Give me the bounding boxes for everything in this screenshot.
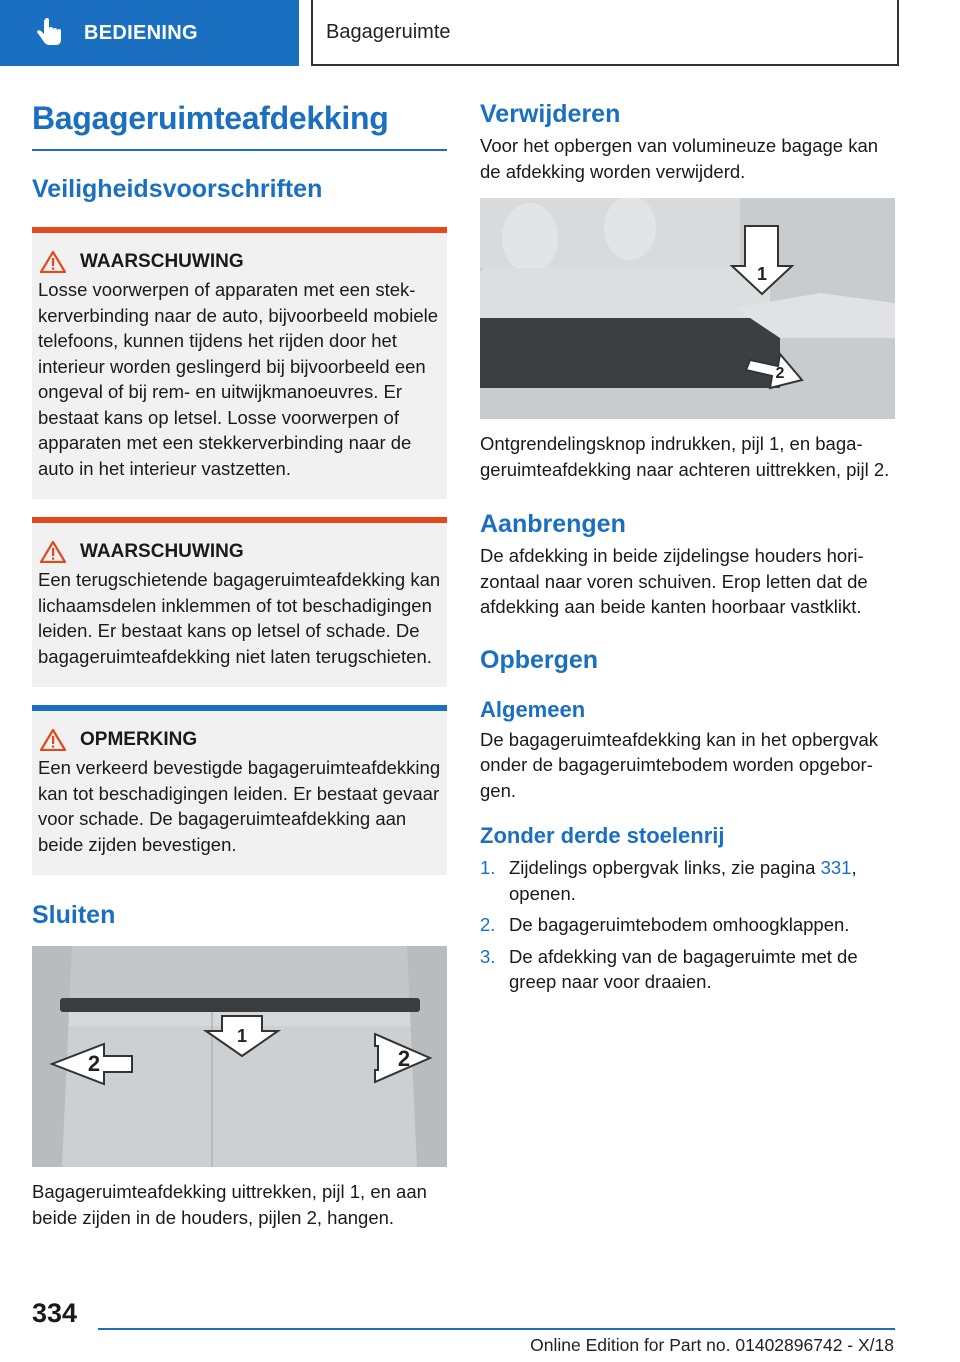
note-box <box>32 705 447 875</box>
list-item <box>480 855 895 906</box>
remove-caption: Ontgrendelingsknop indrukken, pijl 1, en bagageruimteafdekking naar achteren uittrekken, pijl 2. <box>480 433 890 480</box>
section-tab[interactable] <box>0 0 299 66</box>
page-number: 334 <box>32 1298 78 1328</box>
warning-text: Losse voorwerpen of apparaten met een stekkerverbinding naar de auto, bijvoorbeeld mobiele telefoons, kunnen tijdens het rijden door het interieur worden geslingerd bij bijvoorbeeld een ongeval of bij rem- en uitwijkmanoeuvres. Er bestaat kans op letsel. Losse voorwerpen of apparaten met een stekkerverbinding naar de auto in het interieur vastzetten. <box>38 279 439 479</box>
step-number: 3. <box>480 945 496 967</box>
storage-heading: Opbergen <box>480 645 599 674</box>
remove-text: Voor het opbergen van volumineuze bagage kan de afdekking worden verwijderd. <box>480 135 879 182</box>
general-text: De bagageruimteafdekking kan in het opbergvak onder de bagageruimtebodem worden opgeborgen. <box>480 728 879 801</box>
warning-text: Een terugschietende bagageruimteafdekking kan lichaamsdelen inklemmen of tot beschadigingen leiden. Er bestaat kans op letsel of schade. De bagageruimteafdekking niet laten terugschieten. <box>38 569 441 667</box>
no-third-row-heading: Zonder derde stoelenrij <box>480 823 725 848</box>
arrow-2-left-label: 2 <box>87 1051 101 1076</box>
note-label: OPMERKING <box>80 729 198 750</box>
note-text: Een verkeerd bevestigde bagageruimteafdekking kan tot beschadigingen leiden. Er bestaat gevaar voor schade. De bagageruimteafdekking aan beide zijden bevestigen. <box>38 757 441 855</box>
step-text: Zijdelings opbergvak links, zie pagina 331, openen. <box>509 857 857 904</box>
step-text: De afdekking van de bagageruimte met de greep naar voor draaien. <box>509 945 858 992</box>
list-item <box>480 912 895 938</box>
arrow-2-right-label: 2 <box>397 1046 411 1071</box>
step-text: De bagageruimtebodem omhoogklappen. <box>509 914 850 935</box>
warning-triangle-icon <box>40 541 66 563</box>
steps-list <box>480 855 895 995</box>
general-heading: Algemeen <box>480 696 586 722</box>
list-item <box>480 944 895 995</box>
remove-heading: Verwijderen <box>480 100 621 128</box>
close-heading: Sluiten <box>32 901 116 929</box>
step-number: 2. <box>480 914 496 935</box>
warning-box-1 <box>32 227 447 499</box>
close-caption: Bagageruimteafdekking uittrekken, pijl 1, en aan beide zijden in de houders, pijlen 2, hangen. <box>32 1181 427 1228</box>
install-heading: Aanbrengen <box>480 510 626 538</box>
edition-footer: Online Edition for Part no. 01402896742 - X/18 <box>530 1335 894 1355</box>
left-column <box>32 100 447 1230</box>
warning-triangle-icon <box>40 251 66 273</box>
safety-heading: Veiligheidsvoorschriften <box>32 175 323 203</box>
arrow-1-label: 1 <box>236 1026 248 1046</box>
install-text: De afdekking in beide zijdelingse houders horizontaal naar voren schuiven. Erop letten dat de afdekking aan beide kanten hoorbaar vastklikt. <box>480 545 868 617</box>
close-photo <box>32 946 447 1167</box>
step-number: 1. <box>480 857 496 878</box>
arrow-2-label: 2 <box>775 365 785 382</box>
warning-label: WAARSCHUWING <box>80 541 244 562</box>
hand-pointer-icon <box>36 18 64 48</box>
chapter-title: Bagageruimte <box>326 20 451 43</box>
arrow-1-label: 1 <box>756 264 768 284</box>
remove-photo <box>480 198 895 419</box>
warning-triangle-icon <box>40 729 66 751</box>
page-link[interactable]: 331 <box>820 857 852 878</box>
warning-box-2 <box>32 517 447 687</box>
warning-label: WAARSCHUWING <box>80 251 244 272</box>
footer-divider <box>98 1328 895 1330</box>
section-label: BEDIENING <box>84 21 198 44</box>
chapter-header <box>311 0 899 66</box>
page-title: Bagageruimteafdekking <box>32 100 447 151</box>
right-column <box>480 100 895 1001</box>
